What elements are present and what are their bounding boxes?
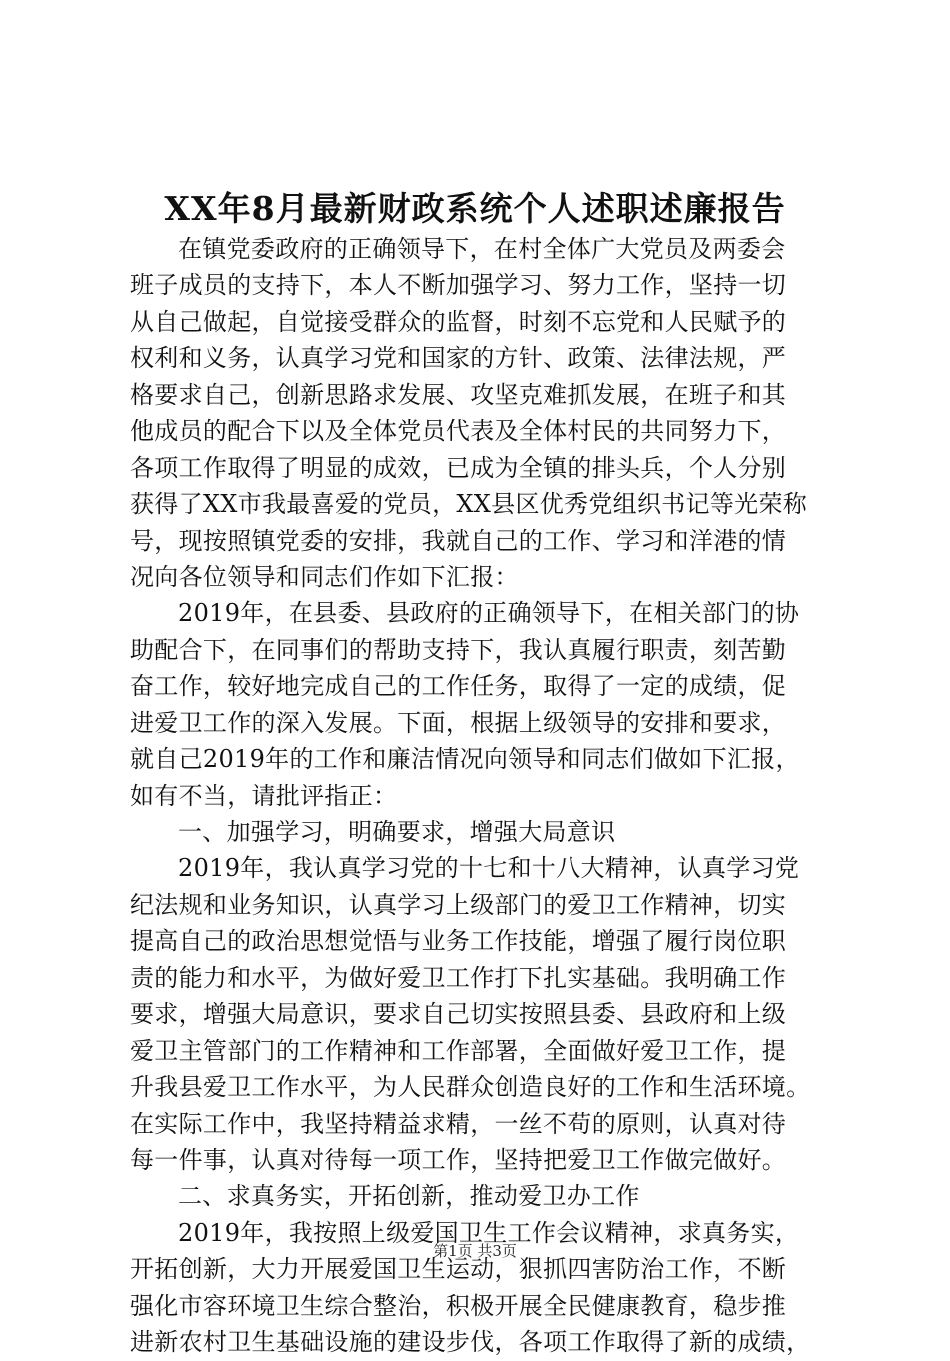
paragraph-line: 各项工作取得了明显的成效，已成为全镇的排头兵，个人分别 bbox=[130, 453, 787, 482]
paragraph-line: 号，现按照镇党委的安排，我就自己的工作、学习和洋港的情 bbox=[130, 526, 787, 555]
paragraph-line: 在镇党委政府的正确领导下，在村全体广大党员及两委会 bbox=[178, 235, 786, 263]
paragraph-line: 班子成员的支持下，本人不断加强学习、努力工作，坚持一切 bbox=[130, 271, 787, 300]
paragraph-line: 要求，增强大局意识，要求自己切实按照县委、县政府和上级 bbox=[130, 1000, 787, 1029]
paragraph-line: 他成员的配合下以及全体党员代表及全体村民的共同努力下， bbox=[130, 417, 787, 446]
paragraph-line: 进新农村卫生基础设施的建设步伐，各项工作取得了新的成绩， bbox=[130, 1328, 811, 1357]
paragraph-line: 进爱卫工作的深入发展。下面，根据上级领导的安排和要求， bbox=[130, 708, 787, 737]
paragraph-line: 如有不当，请批评指正： bbox=[130, 781, 398, 810]
paragraph-line: 每一件事，认真对待每一项工作，坚持把爱卫工作做完做好。 bbox=[130, 1145, 787, 1174]
paragraph-line: 助配合下，在同事们的帮助支持下，我认真履行职责，刻苦勤 bbox=[130, 635, 787, 664]
paragraph-line: 2019年，我按照上级爱国卫生工作会议精神，求真务实， bbox=[178, 1218, 800, 1247]
paragraph-line: 况向各位领导和同志们作如下汇报： bbox=[130, 562, 519, 591]
paragraph-line: 2019年，在县委、县政府的正确领导下，在相关部门的协 bbox=[178, 599, 800, 628]
document-title: XX年8月最新财政系统个人述职述廉报告 bbox=[164, 189, 786, 228]
paragraph-line: 提高自己的政治思想觉悟与业务工作技能，增强了履行岗位职 bbox=[130, 927, 787, 956]
paragraph-line: 格要求自己，创新思路求发展、攻坚克难抓发展，在班子和其 bbox=[130, 380, 787, 409]
paragraph-line: 升我县爱卫工作水平，为人民群众创造良好的工作和生活环境。 bbox=[130, 1073, 811, 1102]
paragraph-line: 纪法规和业务知识，认真学习上级部门的爱卫工作精神，切实 bbox=[130, 890, 787, 919]
paragraph-line: 责的能力和水平，为做好爱卫工作打下扎实基础。我明确工作 bbox=[130, 963, 787, 992]
document-body bbox=[130, 231, 830, 1361]
paragraph-line: 获得了XX市我最喜爱的党员，XX县区优秀党组织书记等光荣称 bbox=[130, 490, 808, 519]
paragraph-line: 权利和义务，认真学习党和国家的方针、政策、法律法规，严 bbox=[130, 344, 787, 373]
paragraph-line: 强化市容环境卫生综合整治，积极开展全民健康教育，稳步推 bbox=[130, 1291, 787, 1320]
paragraph-line: 从自己做起，自觉接受群众的监督，时刻不忘党和人民赋予的 bbox=[130, 307, 787, 336]
section-heading: 一、加强学习，明确要求，增强大局意识 bbox=[178, 818, 616, 846]
paragraph-line: 在实际工作中，我坚持精益求精，一丝不苟的原则，认真对待 bbox=[130, 1109, 787, 1138]
paragraph-line: 2019年，我认真学习党的十七和十八大精神，认真学习党 bbox=[178, 854, 800, 883]
paragraph-line: 开拓创新，大力开展爱国卫生运动，狠抓四害防治工作，不断 bbox=[130, 1255, 787, 1284]
paragraph-line: 奋工作，较好地完成自己的工作任务，取得了一定的成绩，促 bbox=[130, 672, 787, 701]
page-number: 第1页 共3页 bbox=[433, 1242, 517, 1260]
paragraph-line: 就自己2019年的工作和廉洁情况向领导和同志们做如下汇报， bbox=[130, 745, 800, 774]
section-heading: 二、求真务实，开拓创新，推动爱卫办工作 bbox=[178, 1182, 640, 1211]
paragraph-line: 爱卫主管部门的工作精神和工作部署，全面做好爱卫工作，提 bbox=[130, 1036, 787, 1065]
